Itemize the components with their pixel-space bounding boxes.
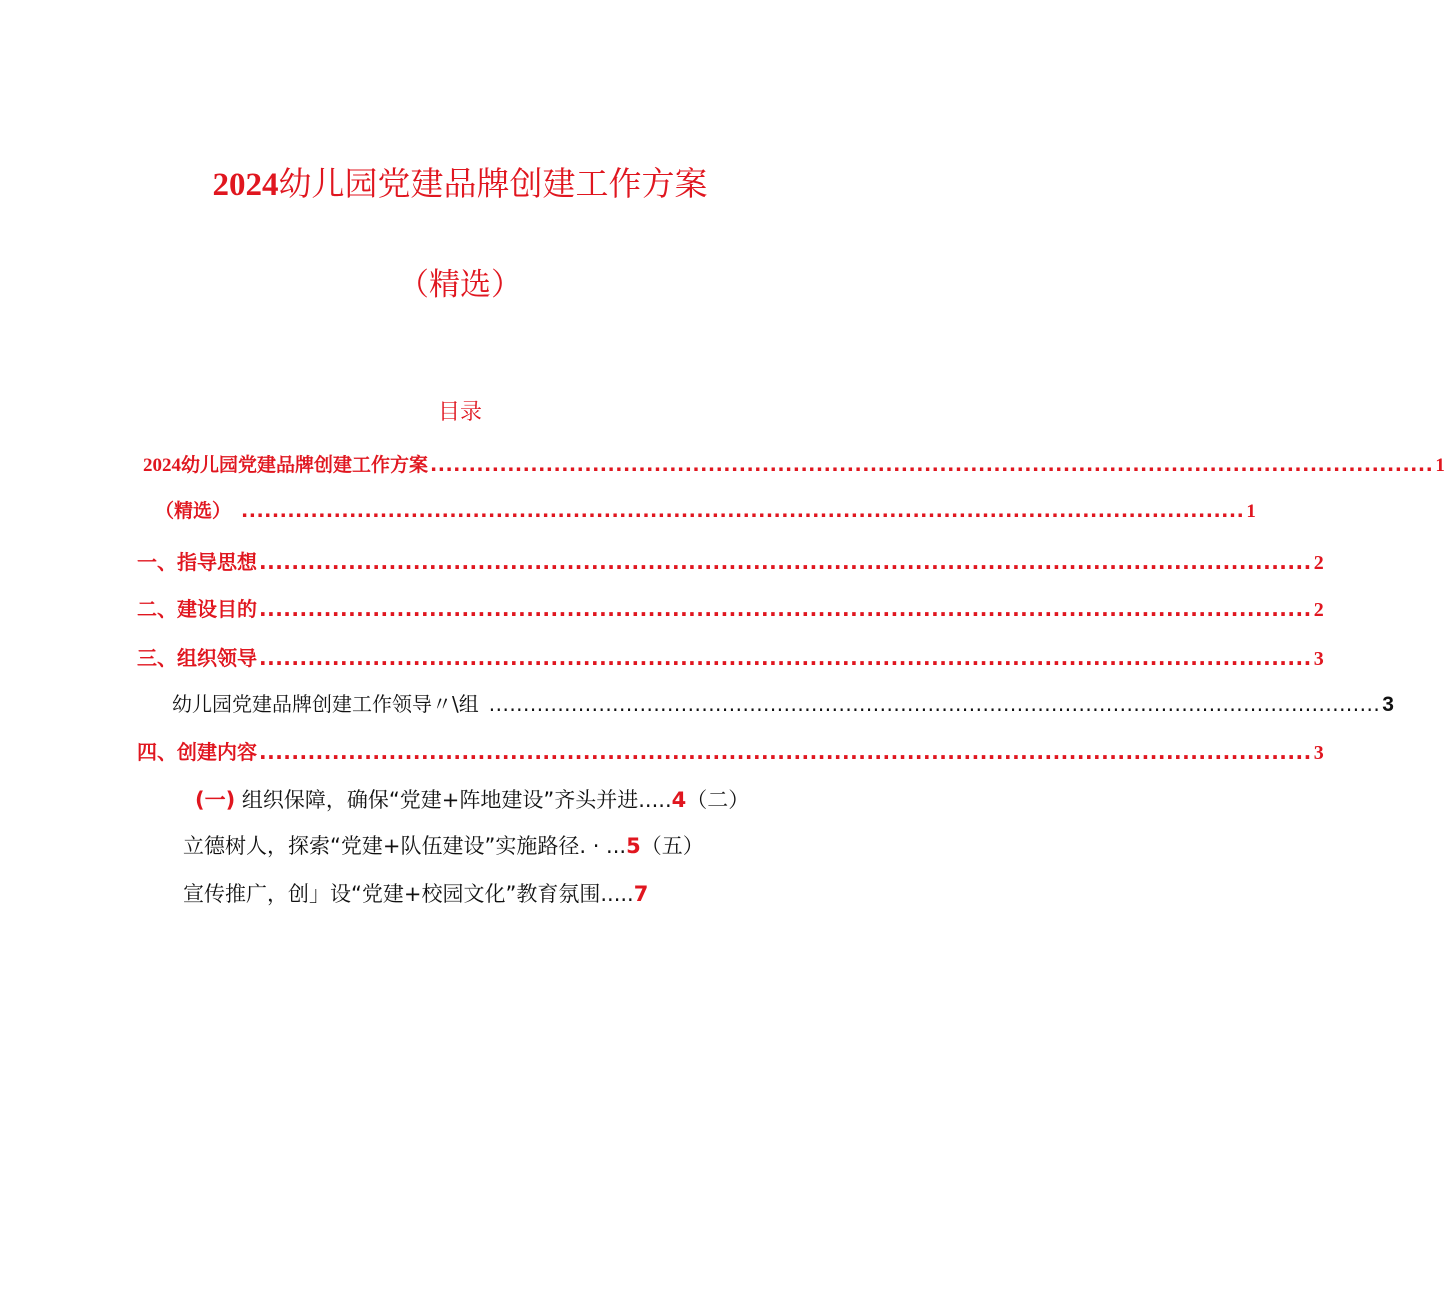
- toc-page-number: 2: [1313, 552, 1324, 574]
- toc-entry-leading-group[interactable]: [172, 688, 1394, 717]
- title-text: 幼儿园党建品牌创建工作方案: [278, 164, 708, 203]
- toc-page-number: 3: [1382, 693, 1394, 716]
- toc-page-number: 3: [1313, 648, 1324, 670]
- toc-entry-guiding-ideology[interactable]: [137, 546, 1324, 575]
- toc-entry-construction-content[interactable]: [137, 736, 1324, 765]
- document-subtitle: （精选）: [398, 267, 522, 303]
- toc-entry-label: （精选）: [155, 500, 232, 522]
- toc-page-number: 1: [1435, 455, 1445, 476]
- toc-entry-subtitle[interactable]: [155, 496, 1256, 523]
- toc-entry-label: 四、创建内容: [137, 740, 257, 764]
- page-number: 4: [671, 788, 687, 812]
- toc-leader-dots: ..................................................................................................................................: [259, 550, 1312, 574]
- toc-paragraph-line-1[interactable]: [195, 786, 749, 814]
- toc-entry-label: 2024幼儿园党建品牌创建工作方案: [143, 454, 429, 476]
- document-title: [0, 160, 920, 209]
- line-suffix: （二）: [686, 788, 750, 812]
- toc-leader-dots: ..................................................................................................................................: [259, 597, 1312, 621]
- line-text: 组织保障，确保“党建+阵地建设”齐头并进.....: [241, 788, 672, 812]
- toc-leader-dots: ..................................................................................................................................: [430, 454, 1434, 476]
- toc-entry-label: 三、组织领导: [137, 646, 257, 670]
- page-number: 5: [626, 834, 641, 858]
- title-year: 2024: [212, 167, 279, 203]
- toc-entry-title[interactable]: [143, 450, 1445, 477]
- section-prefix: (一): [195, 788, 236, 812]
- toc-entry-label: 二、建设目的: [137, 597, 257, 621]
- toc-entry-label: 一、指导思想: [137, 550, 257, 574]
- toc-page-number: 2: [1313, 599, 1324, 621]
- toc-leader-dots: ..................................................................................................................................: [259, 646, 1312, 670]
- toc-leader-dots: ..................................................................................................................................: [488, 692, 1381, 716]
- line-suffix: （五）: [640, 834, 704, 858]
- page-number: 7: [633, 882, 649, 906]
- toc-entry-organization-leadership[interactable]: [137, 642, 1324, 671]
- toc-paragraph-line-3[interactable]: [183, 880, 648, 908]
- toc-heading: 目录: [437, 400, 482, 425]
- line-text: 立德树人，探索“党建+队伍建设”实施路径. · ...: [183, 834, 627, 858]
- toc-leader-dots: ..................................................................................................................................: [241, 500, 1245, 522]
- toc-page-number: 1: [1246, 501, 1256, 522]
- toc-entry-label: 幼儿园党建品牌创建工作领导〃\组: [172, 692, 479, 716]
- toc-entry-construction-goal[interactable]: [137, 593, 1324, 622]
- toc-leader-dots: ..................................................................................................................................: [259, 740, 1312, 764]
- line-text: 宣传推广，创」设“党建+校园文化”教育氛围.....: [183, 882, 634, 906]
- toc-page-number: 3: [1313, 742, 1324, 764]
- toc-paragraph-line-2[interactable]: [183, 832, 704, 860]
